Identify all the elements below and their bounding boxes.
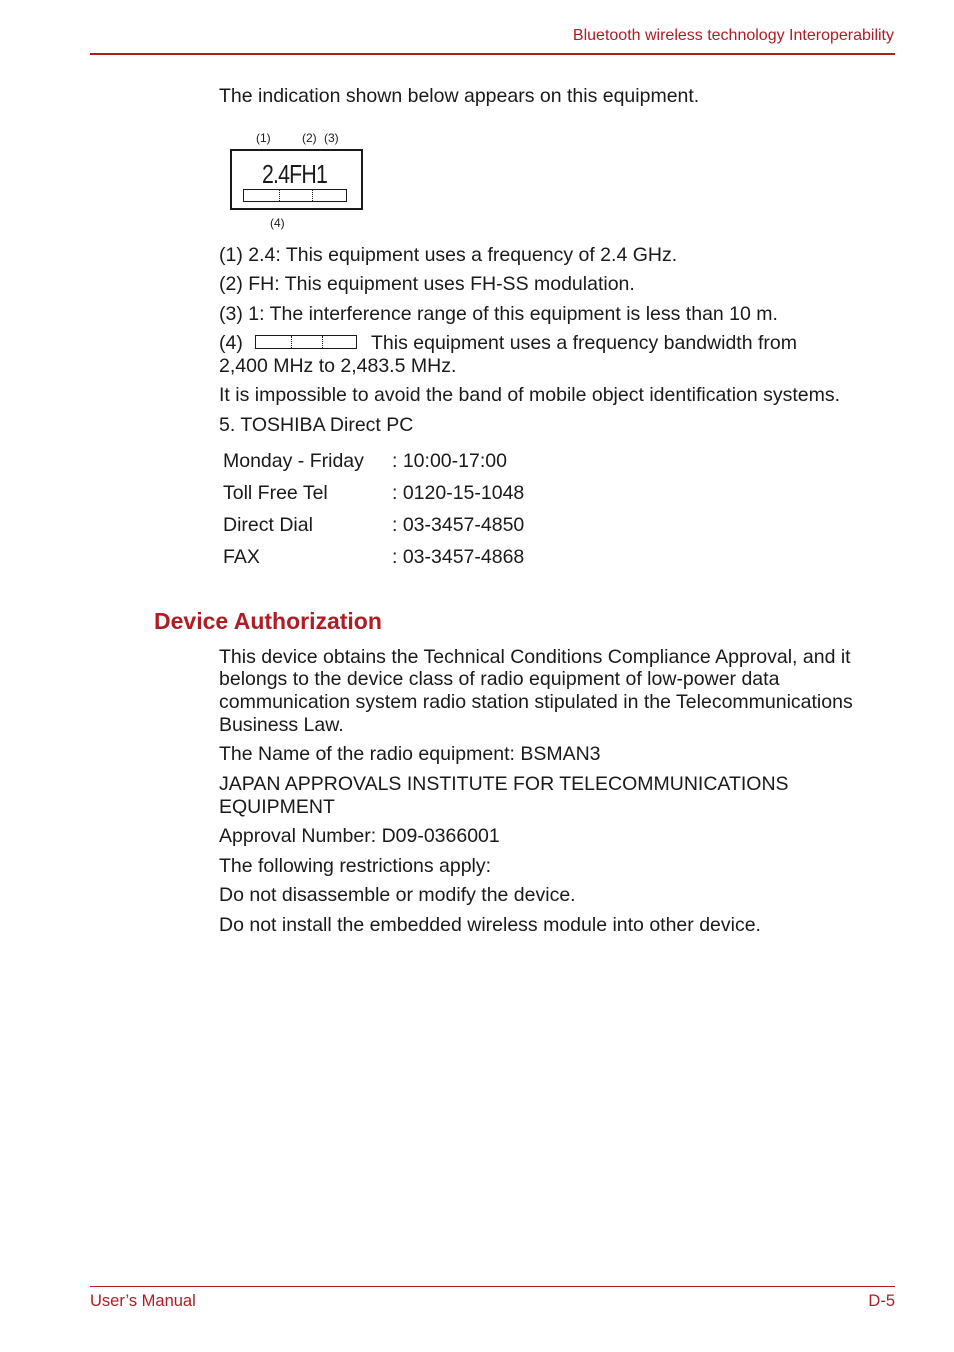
callout-2: (2) [302, 131, 317, 145]
contact-label: Toll Free Tel [223, 482, 328, 504]
approval-number: Approval Number: D09-0366001 [219, 825, 500, 847]
para-line: communication system radio station stipulated in the Telecommunications [219, 691, 853, 713]
callout-1: (1) [256, 131, 271, 145]
note-1: (1) 2.4: This equipment uses a frequency of 2.4 GHz. [219, 244, 678, 266]
contact-label: FAX [223, 546, 260, 568]
impossible-note: It is impossible to avoid the band of mobile object identification systems. [219, 384, 841, 406]
restriction-1: Do not disassemble or modify the device. [219, 884, 576, 906]
contact-value: : 0120-15-1048 [392, 482, 525, 504]
para-line: belongs to the device class of radio equipment of low-power data [219, 668, 780, 690]
label-code: 2.4FH1 [262, 159, 327, 189]
contact-label: Monday - Friday [223, 450, 364, 472]
header-rule [90, 53, 895, 55]
contact-value: : 03-3457-4868 [392, 546, 525, 568]
contact-row [0, 482, 954, 505]
intro-text: The indication shown below appears on this equipment. [219, 85, 700, 107]
footer-page-number: D-5 [868, 1292, 895, 1310]
running-header: Bluetooth wireless technology Interoperability [572, 27, 894, 44]
frequency-band-bar [243, 189, 347, 202]
note-4-continuation: 2,400 MHz to 2,483.5 MHz. [219, 355, 457, 377]
radio-equipment-name: The Name of the radio equipment: BSMAN3 [219, 743, 601, 765]
note-3: (3) 1: The interference range of this equipment is less than 10 m. [219, 303, 778, 325]
callout-3: (3) [324, 131, 339, 145]
note-4-prefix: (4) [219, 332, 243, 354]
note-4-text: This equipment uses a frequency bandwidth from [371, 332, 797, 354]
callout-4: (4) [270, 216, 285, 230]
contact-value: : 10:00-17:00 [392, 450, 507, 472]
contact-heading: 5. TOSHIBA Direct PC [219, 414, 414, 436]
note-2: (2) FH: This equipment uses FH-SS modulation. [219, 273, 635, 295]
footer-manual-title: User’s Manual [90, 1292, 196, 1310]
contact-row [0, 546, 954, 569]
restriction-2: Do not install the embedded wireless module into other device. [219, 914, 761, 936]
contact-row [0, 514, 954, 537]
equipment-label-diagram [230, 149, 363, 210]
para-line: This device obtains the Technical Conditions Compliance Approval, and it [219, 646, 851, 668]
inline-band-bar-icon [255, 335, 357, 349]
restrictions-intro: The following restrictions apply: [219, 855, 492, 877]
contact-value: : 03-3457-4850 [392, 514, 525, 536]
institute-line-2: EQUIPMENT [219, 796, 335, 818]
contact-label: Direct Dial [223, 514, 313, 536]
institute-line-1: JAPAN APPROVALS INSTITUTE FOR TELECOMMUNICATIONS [219, 773, 789, 795]
contact-row [0, 450, 954, 473]
footer-rule [90, 1286, 895, 1287]
para-line: Business Law. [219, 714, 344, 736]
section-heading-device-authorization: Device Authorization [154, 608, 382, 634]
